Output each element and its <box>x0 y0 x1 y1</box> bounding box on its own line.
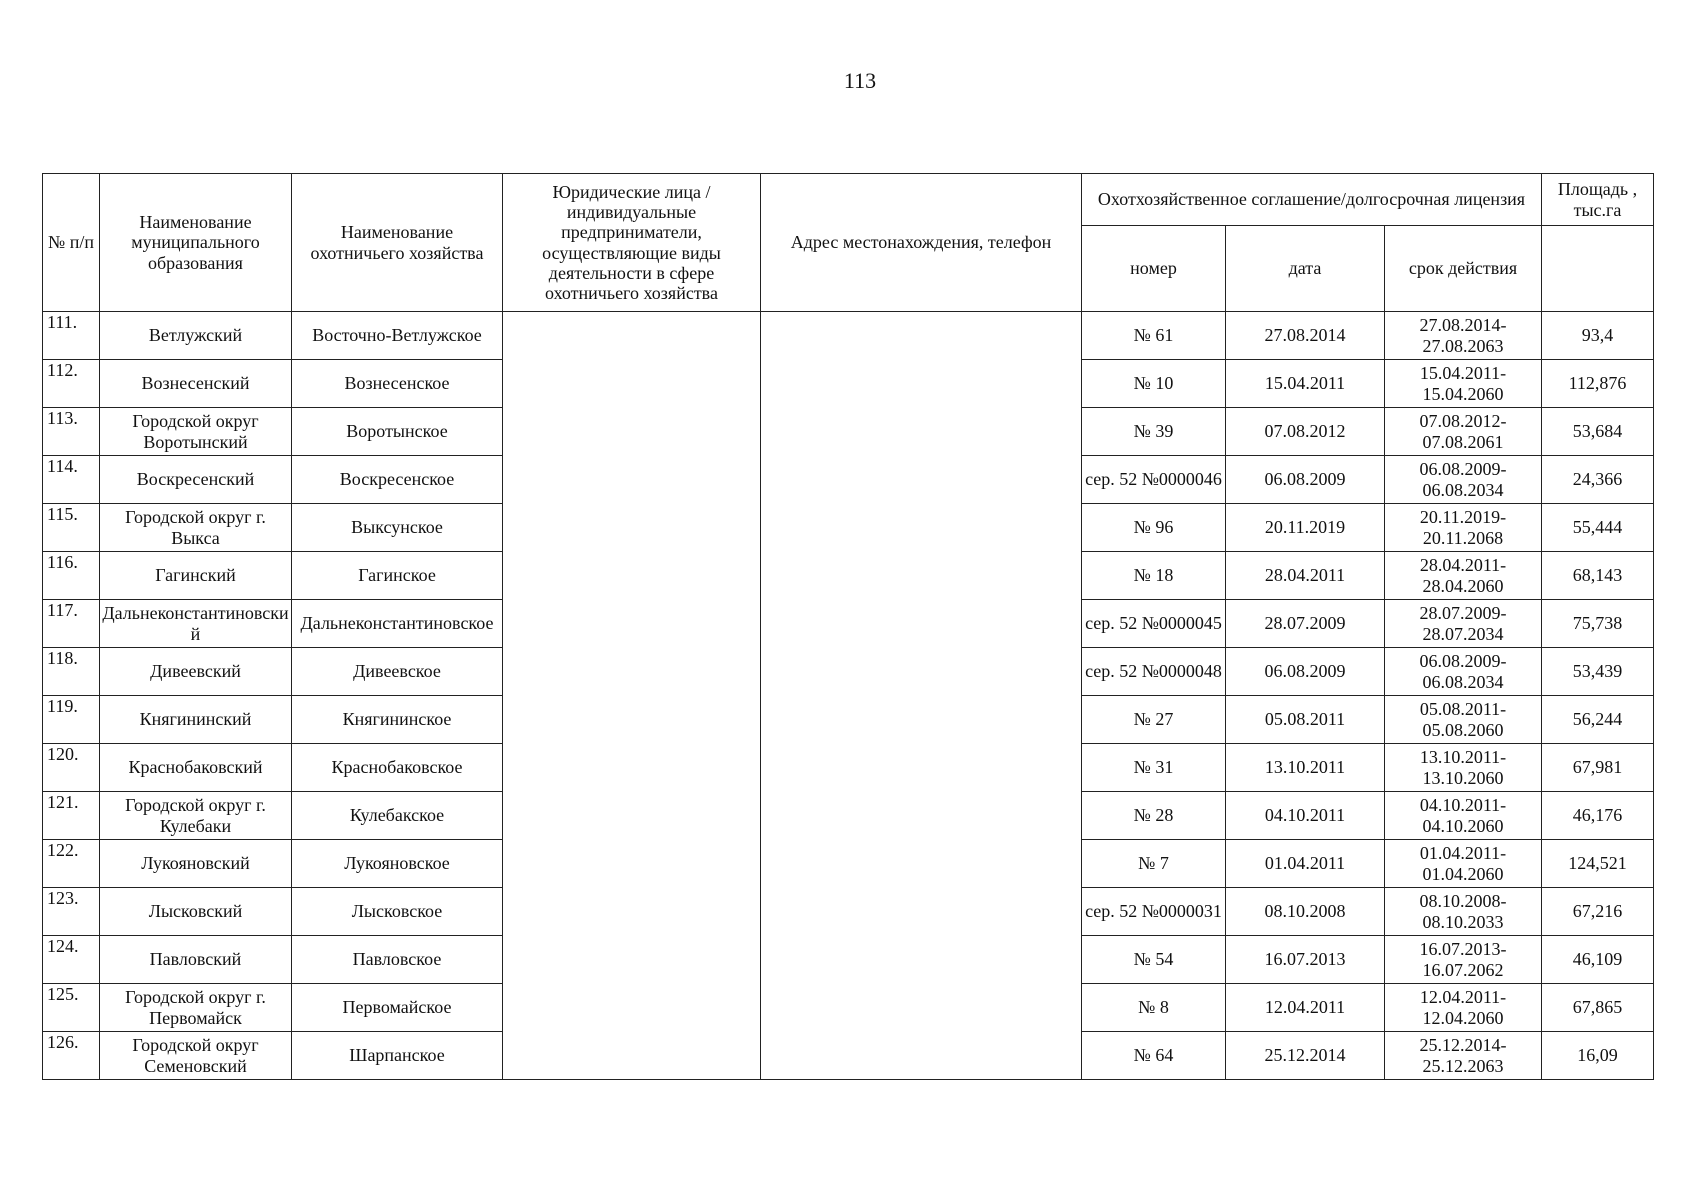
agreement-number-cell: № 27 <box>1082 696 1226 744</box>
area-cell: 53,684 <box>1542 408 1654 456</box>
header-agreement-date: дата <box>1226 226 1385 312</box>
area-cell: 24,366 <box>1542 456 1654 504</box>
agreement-date-cell: 08.10.2008 <box>1226 888 1385 936</box>
agreement-date-cell: 13.10.2011 <box>1226 744 1385 792</box>
area-cell: 67,981 <box>1542 744 1654 792</box>
municipality-cell: Городской округ Воротынский <box>100 408 292 456</box>
municipality-cell: Городской округ г. Кулебаки <box>100 792 292 840</box>
area-cell: 46,176 <box>1542 792 1654 840</box>
agreement-term-cell: 04.10.2011-04.10.2060 <box>1385 792 1542 840</box>
municipality-cell: Вознесенский <box>100 360 292 408</box>
area-cell: 124,521 <box>1542 840 1654 888</box>
hunting-farm-cell: Первомайское <box>292 984 503 1032</box>
row-number: 126. <box>43 1032 100 1080</box>
header-agreement-term: срок действия <box>1385 226 1542 312</box>
header-agreement-number: номер <box>1082 226 1226 312</box>
municipality-cell: Дальнеконстантиновский <box>100 600 292 648</box>
area-cell: 68,143 <box>1542 552 1654 600</box>
area-cell: 93,4 <box>1542 312 1654 360</box>
table-body <box>43 312 1654 1080</box>
agreement-number-cell: № 8 <box>1082 984 1226 1032</box>
area-cell: 46,109 <box>1542 936 1654 984</box>
hunting-farm-cell: Княгининское <box>292 696 503 744</box>
hunting-farm-cell: Краснобаковское <box>292 744 503 792</box>
agreement-number-cell: № 10 <box>1082 360 1226 408</box>
municipality-cell: Княгининский <box>100 696 292 744</box>
agreement-number-cell: № 18 <box>1082 552 1226 600</box>
agreement-date-cell: 12.04.2011 <box>1226 984 1385 1032</box>
row-number: 121. <box>43 792 100 840</box>
municipality-cell: Лысковский <box>100 888 292 936</box>
municipality-cell: Краснобаковский <box>100 744 292 792</box>
row-number: 122. <box>43 840 100 888</box>
agreement-term-cell: 28.04.2011-28.04.2060 <box>1385 552 1542 600</box>
row-number: 111. <box>43 312 100 360</box>
agreement-term-cell: 13.10.2011-13.10.2060 <box>1385 744 1542 792</box>
agreement-term-cell: 15.04.2011-15.04.2060 <box>1385 360 1542 408</box>
agreement-term-cell: 06.08.2009-06.08.2034 <box>1385 648 1542 696</box>
row-number: 119. <box>43 696 100 744</box>
agreement-number-cell: № 96 <box>1082 504 1226 552</box>
agreement-term-cell: 08.10.2008-08.10.2033 <box>1385 888 1542 936</box>
area-cell: 67,216 <box>1542 888 1654 936</box>
header-num: № п/п <box>43 174 100 312</box>
row-number: 112. <box>43 360 100 408</box>
agreement-date-cell: 15.04.2011 <box>1226 360 1385 408</box>
agreement-date-cell: 28.04.2011 <box>1226 552 1385 600</box>
area-cell: 112,876 <box>1542 360 1654 408</box>
agreement-number-cell: сер. 52 №0000031 <box>1082 888 1226 936</box>
agreement-number-cell: № 28 <box>1082 792 1226 840</box>
agreement-number-cell: № 31 <box>1082 744 1226 792</box>
agreement-term-cell: 12.04.2011-12.04.2060 <box>1385 984 1542 1032</box>
agreement-date-cell: 25.12.2014 <box>1226 1032 1385 1080</box>
agreement-date-cell: 07.08.2012 <box>1226 408 1385 456</box>
hunting-farm-cell: Павловское <box>292 936 503 984</box>
agreement-date-cell: 06.08.2009 <box>1226 648 1385 696</box>
area-cell: 67,865 <box>1542 984 1654 1032</box>
hunting-farm-cell: Воскресенское <box>292 456 503 504</box>
hunting-farm-cell: Лысковское <box>292 888 503 936</box>
row-number: 124. <box>43 936 100 984</box>
municipality-cell: Лукояновский <box>100 840 292 888</box>
municipality-cell: Городской округ г. Выкса <box>100 504 292 552</box>
row-number: 113. <box>43 408 100 456</box>
municipality-cell: Городской округ г. Первомайск <box>100 984 292 1032</box>
hunting-farm-cell: Шарпанское <box>292 1032 503 1080</box>
agreement-term-cell: 07.08.2012-07.08.2061 <box>1385 408 1542 456</box>
hunting-farm-cell: Дивеевское <box>292 648 503 696</box>
agreement-term-cell: 06.08.2009-06.08.2034 <box>1385 456 1542 504</box>
table-row <box>43 312 1654 360</box>
municipality-cell: Ветлужский <box>100 312 292 360</box>
hunting-farm-cell: Воротынское <box>292 408 503 456</box>
municipality-cell: Павловский <box>100 936 292 984</box>
hunting-farm-cell: Гагинское <box>292 552 503 600</box>
page-number: 113 <box>843 68 877 93</box>
header-legal-entities: Юридические лица / индивидуальные предприниматели, осуществляющие виды деятельности в сфере охотничьего хозяйства <box>503 174 761 312</box>
header-area: Площадь , тыс.га <box>1542 174 1654 226</box>
agreement-term-cell: 20.11.2019-20.11.2068 <box>1385 504 1542 552</box>
legal-entities-cell <box>503 312 761 1080</box>
header-municipality: Наименование муниципального образования <box>100 174 292 312</box>
agreement-term-cell: 16.07.2013-16.07.2062 <box>1385 936 1542 984</box>
header-agreement-group: Охотхозяйственное соглашение/долгосрочная лицензия <box>1082 174 1542 226</box>
agreement-term-cell: 25.12.2014-25.12.2063 <box>1385 1032 1542 1080</box>
agreement-term-cell: 28.07.2009-28.07.2034 <box>1385 600 1542 648</box>
agreement-number-cell: № 64 <box>1082 1032 1226 1080</box>
row-number: 120. <box>43 744 100 792</box>
municipality-cell: Городской округ Семеновский <box>100 1032 292 1080</box>
header-area-blank <box>1542 226 1654 312</box>
hunting-farm-cell: Лукояновское <box>292 840 503 888</box>
agreement-date-cell: 16.07.2013 <box>1226 936 1385 984</box>
row-number: 118. <box>43 648 100 696</box>
row-number: 116. <box>43 552 100 600</box>
row-number: 115. <box>43 504 100 552</box>
row-number: 123. <box>43 888 100 936</box>
agreement-date-cell: 27.08.2014 <box>1226 312 1385 360</box>
agreement-date-cell: 20.11.2019 <box>1226 504 1385 552</box>
municipality-cell: Воскресенский <box>100 456 292 504</box>
area-cell: 55,444 <box>1542 504 1654 552</box>
agreement-date-cell: 06.08.2009 <box>1226 456 1385 504</box>
agreement-number-cell: сер. 52 №0000045 <box>1082 600 1226 648</box>
agreement-date-cell: 01.04.2011 <box>1226 840 1385 888</box>
agreement-number-cell: № 7 <box>1082 840 1226 888</box>
area-cell: 53,439 <box>1542 648 1654 696</box>
hunting-farms-table <box>42 173 1654 1080</box>
agreement-term-cell: 01.04.2011-01.04.2060 <box>1385 840 1542 888</box>
area-cell: 16,09 <box>1542 1032 1654 1080</box>
municipality-cell: Дивеевский <box>100 648 292 696</box>
agreement-number-cell: № 61 <box>1082 312 1226 360</box>
municipality-cell: Гагинский <box>100 552 292 600</box>
agreement-date-cell: 28.07.2009 <box>1226 600 1385 648</box>
row-number: 125. <box>43 984 100 1032</box>
agreement-number-cell: сер. 52 №0000046 <box>1082 456 1226 504</box>
hunting-farm-cell: Вознесенское <box>292 360 503 408</box>
agreement-number-cell: № 54 <box>1082 936 1226 984</box>
agreement-date-cell: 05.08.2011 <box>1226 696 1385 744</box>
area-cell: 75,738 <box>1542 600 1654 648</box>
hunting-farm-cell: Кулебакское <box>292 792 503 840</box>
hunting-farm-cell: Восточно-Ветлужское <box>292 312 503 360</box>
address-cell <box>761 312 1082 1080</box>
agreement-term-cell: 05.08.2011-05.08.2060 <box>1385 696 1542 744</box>
agreement-number-cell: сер. 52 №0000048 <box>1082 648 1226 696</box>
area-cell: 56,244 <box>1542 696 1654 744</box>
agreement-term-cell: 27.08.2014-27.08.2063 <box>1385 312 1542 360</box>
hunting-farm-cell: Дальнеконстантиновское <box>292 600 503 648</box>
agreement-number-cell: № 39 <box>1082 408 1226 456</box>
agreement-date-cell: 04.10.2011 <box>1226 792 1385 840</box>
row-number: 114. <box>43 456 100 504</box>
header-address: Адрес местонахождения, телефон <box>761 174 1082 312</box>
row-number: 117. <box>43 600 100 648</box>
hunting-farm-cell: Выксунское <box>292 504 503 552</box>
header-hunting-farm: Наименование охотничьего хозяйства <box>292 174 503 312</box>
